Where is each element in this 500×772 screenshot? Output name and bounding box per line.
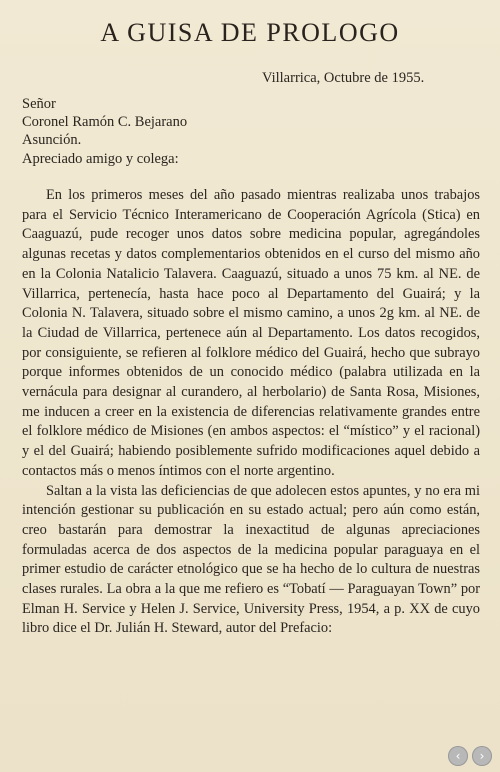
next-page-icon[interactable]: › xyxy=(472,746,492,766)
page-navigation xyxy=(448,746,492,766)
previous-page-icon[interactable]: ‹ xyxy=(448,746,468,766)
dateline: Villarrica, Octubre de 1955. xyxy=(262,70,425,86)
page-title: A GUISA DE PROLOGO xyxy=(100,18,400,47)
address-line-1: Señor xyxy=(22,96,56,112)
paragraph-2: Saltan a la vista las deficiencias de que adolecen estos apuntes, y no era mi intención gestionar su publicación en su estado actual; pero aún como están, creo bastarán para demostrar la inexactitud de algunas apreciaciones formuladas acerca de dos aspectos de la medicina popular paraguaya en el primer estudio de carácter etnológico que se ha hecho de lo cultura de nuestras clases rurales. La obra a la que me refiero es “Tobatí — Paraguayan Town” por Elman H. Service y Helen J. Service, University Press, 1954, a p. XX de cuyo libro dice el Dr. Julián H. Steward, autor del Prefacio: xyxy=(22,482,480,637)
address-line-2: Coronel Ramón C. Bejarano xyxy=(22,114,188,130)
paragraph-1: En los primeros meses del año pasado mientras realizaba unos trabajos para el Servicio Técnico Interamericano de Cooperación Agrícola (Stica) en Caaguazú, pude recoger unos datos sobre medicina popular, agregándoles algunas recetas y datos complementarios obtenidos en el curso del mismo año en la Colonia Natalicio Talavera. Caaguazú, situado a unos 75 km. al NE. de Villarrica, pertenecía, hasta hace poco al Departamento del Guairá; y la Colonia N. Talavera, situado sobre el mismo camino, a unos 2g km. al NE. de la Ciudad de Villarrica, pertenece aún al Departamento. Los datos recogidos, por consiguiente, se refieren al folklore médico del Guairá, hecho que subrayo porque informes obtenidos de un conocido médico (palabra utilizada en la vernácula para designar al curandero, al herbolario) de Santa Rosa, Misiones, me inducen a creer en la existencia de diferencias relativamente grandes entre el folklore médico de Misiones (en ambos aspectos: el “místico” y el racional) y el del Guairá; habiendo posiblemente sufrido modificaciones aquel debido a contactos más o menos íntimos con el norte argentino. xyxy=(22,187,480,479)
letter-body xyxy=(22,186,480,639)
address-line-3: Asunción. xyxy=(22,132,82,148)
greeting: Apreciado amigo y colega: xyxy=(22,151,179,167)
